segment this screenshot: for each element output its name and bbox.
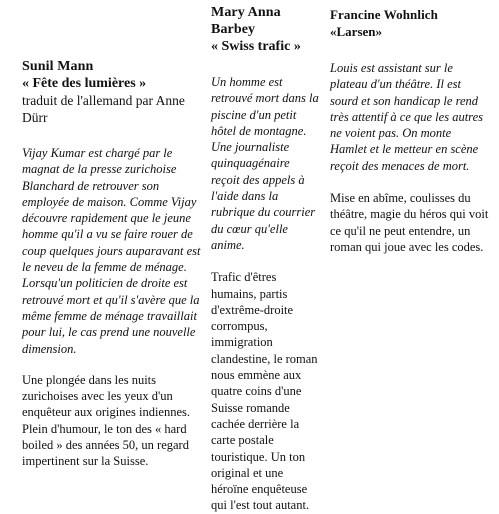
book-column-2	[211, 4, 319, 514]
author-name: Sunil Mann	[22, 59, 94, 74]
translator-credit: traduit de l'allemand par Anne Dürr	[22, 93, 185, 125]
book-title: « Fête des lumières »	[22, 76, 147, 91]
book-title: « Swiss trafic »	[211, 39, 301, 54]
author-name: Mary Anna Barbey	[211, 5, 281, 37]
book-summary: Un homme est retrouvé mort dans la piscine d'un petit hôtel de montagne. Une journaliste quinquagénaire reçoit des appels à l'aide dans la rubrique du courrier du cœur qu'elle anime.	[211, 75, 319, 252]
book-title: «Larsen»	[330, 24, 382, 39]
book-summary: Vijay Kumar est chargé par le magnat de la presse zurichoise Blanchard de retrouver son employée de maison. Comme Vijay découvre rapidement que le jeune homme qu'il a vu se faire rouer de coup quelques jours auparavant est le neveu de la femme de ménage. Lorsqu'un politicien de droite est retrouvé mort et qu'il s'avère que la même femme de ménage travaillait pour lui, le cas prend une nouvelle dimension.	[22, 146, 201, 356]
book-review: Mise en abîme, coulisses du théâtre, magie du héros qui voit ce qu'il ne peut entendre, un roman qui joue avec les codes.	[330, 191, 489, 254]
book-summary: Louis est assistant sur le plateau d'un théâtre. Il est sourd et son handicap le rend très attentif à ce que les autres ne voient pas. On monte Hamlet et le metteur en scène reçoit des menaces de mort.	[330, 61, 483, 173]
book-review: Une plongée dans les nuits zurichoises avec les yeux d'un enquêteur aux origines indiennes. Plein d'humour, le ton des « hard boiled » des années 50, un regard impertinent sur la Suisse.	[22, 372, 191, 469]
author-name: Francine Wohnlich	[330, 7, 439, 22]
book-review: Trafic d'êtres humains, partis d'extrême-droite corrompus, immigration clandestine, le roman nous emmène aux quatre coins d'une Suisse romande cachée derrière la carte postale touristique. Un ton original et une héroïne enquêteuse qui l'est tout autant.	[211, 270, 318, 513]
book-column-3	[330, 6, 490, 255]
book-column-1	[22, 58, 208, 470]
